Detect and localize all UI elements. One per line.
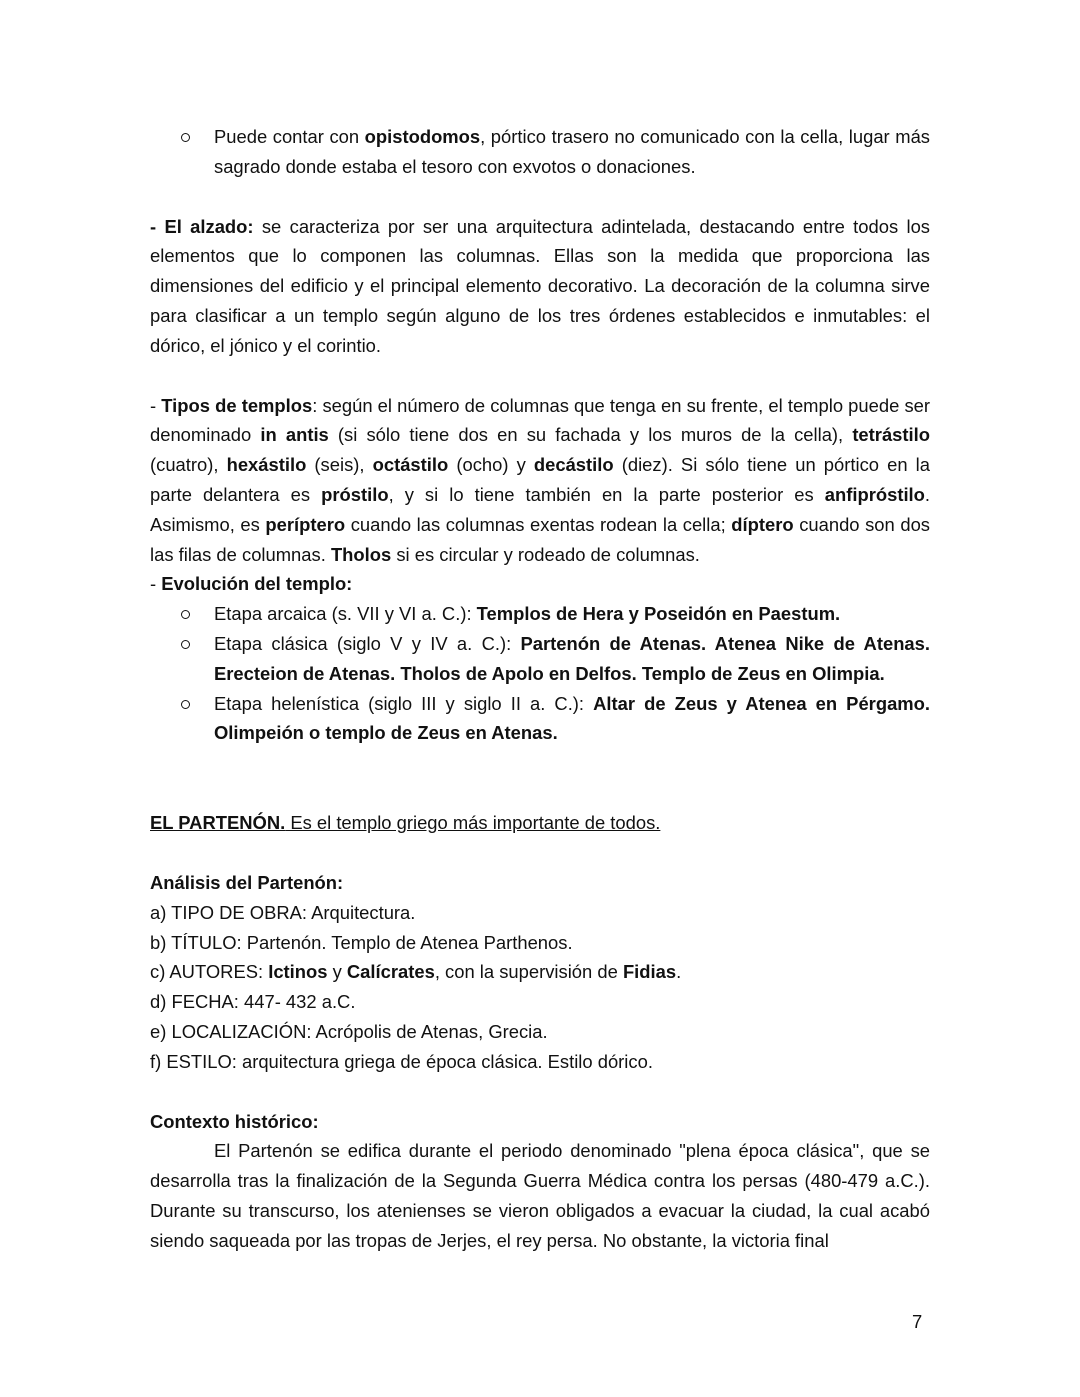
tipos-paragraph: - Tipos de templos: según el número de columnas que tenga en su frente, el templo puede ser denominado in antis (si sólo tiene dos en su fachada y los muros de la cella), tetrástilo (cuatro), hexástilo (seis), octástilo (ocho) y decástilo (diez). Si sólo tiene un pórtico en la parte delantera es próstilo, y si lo tiene también en la parte posterior es anfipróstilo. Asimismo, es períptero cuando las columnas exentas rodean la cella; díptero cuando son dos las filas de columnas. Tholos si es circular y rodeado de columnas. bbox=[150, 394, 931, 565]
circle-bullet-icon bbox=[181, 610, 190, 619]
term: opistodomos bbox=[364, 126, 481, 147]
evolucion-item-arcaica: Etapa arcaica (s. VII y VI a. C.): Templos de Hera y Poseidón en Paestum. bbox=[150, 599, 930, 629]
term: anfipróstilo bbox=[824, 483, 925, 505]
analisis-tipo: a) TIPO DE OBRA: Arquitectura. bbox=[150, 901, 416, 923]
analisis-localizacion: e) LOCALIZACIÓN: Acrópolis de Atenas, Grecia. bbox=[150, 1020, 548, 1042]
opistodomos-bullet bbox=[150, 122, 930, 182]
contexto-heading: Contexto histórico: bbox=[150, 1110, 319, 1132]
document-page bbox=[150, 122, 930, 1256]
term: díptero bbox=[731, 513, 794, 535]
contexto-paragraph: El Partenón se edifica durante el periodo denominado "plena época clásica", que se desarrolla tras la finalización de la Segunda Guerra Médica contra los persas (480-479 a.C.). Durante su transcurso, los atenienses se vieron obligados a evacuar la ciudad, la cual acabó siendo saqueada por las tropas de Jerjes, el rey persa. No obstante, la victoria final bbox=[150, 1140, 930, 1251]
evolucion-item-helenistica: Etapa helenística (siglo III y siglo II a. C.): Altar de Zeus y Atenea en Pérgamo. Olimpeión o templo de Zeus en Atenas. bbox=[150, 689, 930, 749]
tipos-heading: Tipos de templos bbox=[161, 394, 313, 416]
circle-bullet-icon bbox=[181, 133, 190, 142]
term: hexástilo bbox=[226, 454, 307, 476]
term: Tholos bbox=[330, 543, 392, 565]
term: in antis bbox=[260, 424, 329, 446]
analisis-titulo: b) TÍTULO: Partenón. Templo de Atenea Parthenos. bbox=[150, 931, 573, 953]
alzado-heading: - El alzado: bbox=[150, 215, 254, 237]
analisis-autores: c) AUTORES: Ictinos y Calícrates, con la supervisión de Fidias. bbox=[150, 961, 682, 983]
circle-bullet-icon bbox=[181, 700, 190, 709]
term: octástilo bbox=[372, 454, 449, 476]
text: se caracteriza por ser una arquitectura adintelada, destacando entre todos los elementos que lo componen las columnas. Ellas son la medida que proporciona las dimensiones del edificio y el principal elemento decorativo. La decoración de la columna sirve para clasificar a un templo según alguno de los tres órdenes establecidos e inmutables: el dórico, el jónico y el corintio. bbox=[150, 215, 930, 356]
analisis-heading: Análisis del Partenón: bbox=[150, 871, 344, 893]
term: tetrástilo bbox=[852, 424, 930, 446]
evolucion-item-clasica: Etapa clásica (siglo V y IV a. C.): Partenón de Atenas. Atenea Nike de Atenas. Erecteion de Atenas. Tholos de Apolo en Delfos. Templo de Zeus en Olimpia. bbox=[150, 629, 930, 689]
term: próstilo bbox=[321, 483, 389, 505]
term: períptero bbox=[265, 513, 346, 535]
term: decástilo bbox=[533, 454, 614, 476]
text: , pórtico trasero no comunicado con la cella, lugar más sagrado donde estaba el tesoro con exvotos o donaciones. bbox=[214, 126, 930, 177]
alzado-paragraph bbox=[150, 212, 930, 361]
partenon-title: EL PARTENÓN. Es el templo griego más importante de todos. bbox=[150, 812, 661, 834]
analisis-estilo: f) ESTILO: arquitectura griega de época clásica. Estilo dórico. bbox=[150, 1050, 653, 1072]
circle-bullet-icon bbox=[181, 640, 190, 649]
evolucion-heading: - Evolución del templo: bbox=[150, 573, 353, 595]
analisis-fecha: d) FECHA: 447- 432 a.C. bbox=[150, 991, 356, 1013]
text: Puede contar con bbox=[214, 126, 365, 147]
page-number: 7 bbox=[912, 1311, 923, 1332]
